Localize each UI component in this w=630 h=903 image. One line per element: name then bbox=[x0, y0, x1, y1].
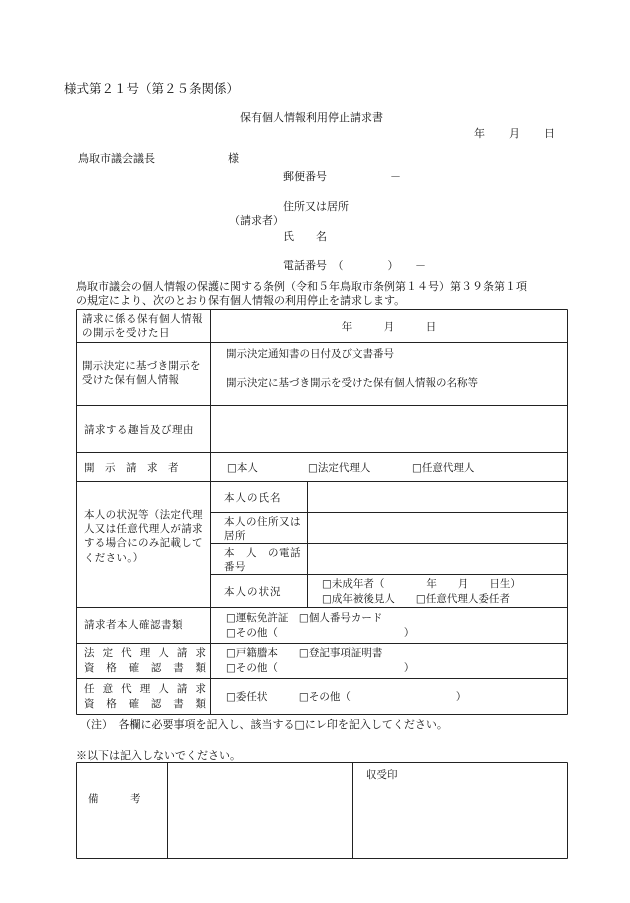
name-label: 氏 名 bbox=[283, 230, 327, 243]
date-year: 年 bbox=[474, 127, 485, 140]
notice-date-number: 開示決定通知書の日付及び文書番号 bbox=[226, 348, 394, 360]
office-use-notice: ※以下は記入しないでください。 bbox=[76, 749, 241, 762]
voluntary-agent-docs-label-2: 資格確認書類 bbox=[84, 698, 206, 710]
voluntary-agent-docs-options[interactable]: □委任状 □その他（ ） bbox=[226, 691, 467, 703]
requester-type-voluntary[interactable]: □任意代理人 bbox=[412, 462, 475, 474]
phone-label: 電話番号 （ ） － bbox=[283, 259, 426, 272]
id-docs-label: 請求者本人確認書類 bbox=[84, 619, 183, 631]
remarks-label: 備 考 bbox=[88, 793, 141, 805]
principal-status-sublabel: 本人の状況 bbox=[224, 586, 282, 598]
voluntary-agent-docs-label-1: 任意代理人請求 bbox=[84, 683, 206, 695]
receipt-stamp-label: 収受印 bbox=[366, 769, 398, 781]
disclosed-info-name: 開示決定に基づき開示を受けた保有個人情報の名称等 bbox=[226, 377, 478, 389]
addressee-honorific: 様 bbox=[228, 152, 239, 165]
requester-type-label: 開 示 請 求 者 bbox=[84, 462, 179, 474]
request-table bbox=[76, 309, 568, 715]
received-date-label: 請求に係る保有個人情報の開示を受けた日 bbox=[82, 313, 203, 340]
disclosed-info-label: 開示決定に基づき開示を受けた保有個人情報 bbox=[82, 360, 201, 387]
requester-role-label: （請求者） bbox=[229, 214, 284, 227]
legal-agent-docs-label-2: 資格確認書類 bbox=[84, 662, 206, 674]
form-title: 保有個人情報利用停止請求書 bbox=[240, 111, 383, 124]
received-date-value: 年 月 日 bbox=[341, 321, 437, 333]
id-docs-options-1[interactable]: □運転免許証 □個人番号カード bbox=[226, 612, 383, 624]
form-number: 様式第２１号（第２５条関係） bbox=[64, 81, 240, 96]
intro-line-1: 鳥取市議会の個人情報の保護に関する条例（令和５年鳥取市条例第１４号）第３９条第１項 bbox=[76, 280, 527, 293]
legal-agent-docs-options-1[interactable]: □戸籍謄本 □登記事項証明書 bbox=[226, 647, 383, 659]
date-month: 月 bbox=[509, 127, 520, 140]
legal-agent-docs-label-1: 法定代理人請求 bbox=[84, 647, 206, 659]
purpose-reason-label: 請求する趣旨及び理由 bbox=[84, 424, 194, 436]
office-table-grid bbox=[76, 762, 568, 859]
status-ward-delegator[interactable]: □成年被後見人 □任意代理人委任者 bbox=[322, 593, 510, 605]
address-label: 住所又は居所 bbox=[283, 200, 349, 213]
requester-type-self[interactable]: □本人 bbox=[227, 462, 258, 474]
requester-type-legal[interactable]: □法定代理人 bbox=[308, 462, 371, 474]
postal-code-dash: － bbox=[390, 170, 401, 183]
status-minor[interactable]: □未成年者（ 年 月 日生） bbox=[322, 578, 521, 590]
intro-line-2: の規定により、次のとおり保有個人情報の利用停止を請求します。 bbox=[76, 294, 406, 307]
date-day: 日 bbox=[544, 127, 555, 140]
principal-address-label: 本人の住所又は居所 bbox=[224, 516, 301, 543]
addressee: 鳥取市議会議長 bbox=[78, 152, 155, 165]
legal-agent-docs-options-2[interactable]: □その他（ ） bbox=[226, 662, 415, 674]
principal-status-label: 本人の状況等（法定代理人又は任意代理人が請求する場合にのみ記載してください。） bbox=[84, 509, 203, 564]
instruction-note: （注） 各欄に必要事項を記入し、該当する□にレ印を記入してください。 bbox=[80, 718, 448, 731]
id-docs-options-2[interactable]: □その他（ ） bbox=[226, 627, 415, 639]
principal-name-label: 本人の氏名 bbox=[224, 492, 282, 504]
office-use-table bbox=[76, 762, 568, 859]
principal-phone-label: 本 人 の電話番号 bbox=[224, 547, 301, 574]
postal-code-label: 郵便番号 bbox=[283, 170, 327, 183]
